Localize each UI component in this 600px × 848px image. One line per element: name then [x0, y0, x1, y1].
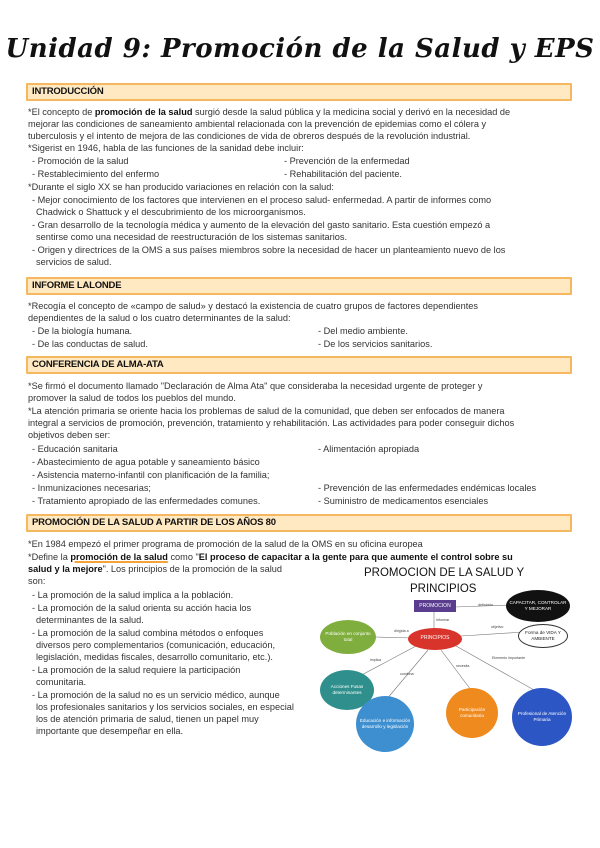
- list-item-continuation: determinantes de la salud.: [36, 615, 144, 625]
- diagram-node-forma-vida: Forma de VIDA Y AMBIENTE: [518, 624, 568, 648]
- diagram-node-capacitar: CAPACITAR, CONTROLAR Y MEJORAR: [506, 590, 570, 622]
- list-item: - De los servicios sanitarios.: [318, 339, 433, 349]
- almaata-paragraph-2-line2: integral a servicios de promoción, prevención, tratamiento y rehabilitación. Las actividades para poder conseguir dichos: [28, 418, 515, 428]
- list-item-continuation: importante que desempeñar en ella.: [36, 726, 184, 736]
- promo-paragraph-2: *Define la promoción de la salud como "El proceso de capacitar a la gente para que aumente el control sobre su: [28, 552, 513, 562]
- list-item: - Tratamiento apropiado de las enfermedades comunes.: [32, 496, 261, 506]
- list-item: - La promoción de la salud combina métodos o enfoques: [32, 628, 264, 638]
- almaata-paragraph-2: *La atención primaria se oriente hacia los problemas de salud de la comunidad, que deben ser enfocados de manera: [28, 406, 505, 416]
- list-item: - La promoción de la salud no es un servicio médico, aunque: [32, 690, 280, 700]
- list-item: - De la biología humana.: [32, 326, 133, 336]
- list-item: - Rehabilitación del paciente.: [284, 169, 402, 179]
- list-item: - Asistencia materno-infantil con planificación de la familia;: [32, 470, 270, 480]
- edge-label: Informar: [436, 618, 450, 622]
- list-item: - La promoción de la salud requiere la participación: [32, 665, 241, 675]
- list-item-continuation: los profesionales sanitarios y los servicios sociales, en especial: [36, 702, 294, 712]
- almaata-paragraph-1: *Se firmó el documento llamado "Declaración de Alma Ata" que consideraba la necesidad urgente de proteger y: [28, 381, 483, 391]
- list-item: - Promoción de la salud: [32, 156, 129, 166]
- section-heading-alma-ata: CONFERENCIA DE ALMA-ATA: [26, 356, 572, 374]
- list-item-continuation: los de atención primaria de salud, tienen un papel muy: [36, 714, 259, 724]
- page-title: Unidad 9: Promoción de la Salud y EPS: [5, 34, 595, 64]
- lalonde-paragraph-line1: *Recogía el concepto de «campo de salud» y destacó la existencia de cuatro grupos de factores dependientes: [28, 301, 478, 311]
- promo-paragraph-2-line3: son:: [28, 576, 46, 586]
- intro-paragraph-3: *Durante el siglo XX se han producido variaciones en relación con la salud:: [28, 182, 334, 192]
- list-item-continuation: sentirse como una necesidad de reestructuración de los sistemas sanitarios.: [36, 232, 348, 242]
- edge-label: combina: [400, 672, 414, 676]
- edge-label: dirigida a: [394, 629, 409, 633]
- almaata-paragraph-1-line2: promover la salud de todos los pueblos del mundo.: [28, 393, 236, 403]
- list-item-continuation: servicios de salud.: [36, 257, 112, 267]
- list-item-continuation: comunitaria.: [36, 677, 87, 687]
- list-item: - La promoción de la salud implica a la población.: [32, 590, 234, 600]
- edge-label: definición: [478, 603, 494, 607]
- list-item-continuation: diversos pero complementarios (comunicación, educación,: [36, 640, 275, 650]
- intro-paragraph-1-line2: mejorar las condiciones de saneamiento ambiental relacionada con la prevención de epidemias como el cólera y: [28, 119, 487, 129]
- list-item-continuation: Chadwick o Shattuck y el descubrimiento de los microorganismos.: [36, 207, 306, 217]
- list-item: - Educación sanitaria: [32, 444, 118, 454]
- list-item: - De las conductas de salud.: [32, 339, 148, 349]
- diagram-node-acciones: Acciones Fusas determinantes: [320, 670, 374, 710]
- intro-paragraph-1-line3: tuberculosis y el intento de mejora de las condiciones de vida de obreros después de la revolución industrial.: [28, 131, 471, 141]
- diagram-node-poblacion: Población en conjunto total: [320, 620, 376, 654]
- section-heading-introduccion: INTRODUCCIÓN: [26, 83, 572, 101]
- list-item: - Inmunizaciones necesarias;: [32, 483, 151, 493]
- edge-label: Elemento importante: [492, 656, 526, 660]
- list-item: - Restablecimiento del enfermo: [32, 169, 160, 179]
- concept-map-diagram: [316, 560, 586, 785]
- section-heading-promocion-80: PROMOCIÓN DE LA SALUD A PARTIR DE LOS AÑOS 80: [26, 514, 572, 532]
- diagram-node-profesional: Profesional de Atención Primaria: [512, 688, 572, 746]
- list-item: - La promoción de la salud orienta su acción hacia los: [32, 603, 252, 613]
- edge-label: objetivo: [491, 625, 504, 629]
- list-item: - Mejor conocimiento de los factores que intervienen en el proceso salud- enfermedad. A partir de informes como: [32, 195, 492, 205]
- list-item: - Del medio ambiente.: [318, 326, 408, 336]
- diagram-node-educacion: Educación e información desarrollo y legislación: [356, 696, 414, 752]
- list-item: - Gran desarrollo de la tecnología médica y aumento de la elevación del gasto sanitario. Esta cuestión empezó a: [32, 220, 491, 230]
- list-item-continuation: legislación, medidas fiscales, desarrollo comunitario, etc.).: [36, 652, 273, 662]
- lalonde-paragraph-line2: dependientes de la salud o los cuatro determinantes de la salud:: [28, 313, 291, 323]
- list-item: - Suministro de medicamentos esenciales: [318, 496, 489, 506]
- list-item: - Origen y directrices de la OMS a sus países miembros sobre la necesidad de hacer un planteamiento nuevo de los: [32, 245, 506, 255]
- section-heading-lalonde: INFORME LALONDE: [26, 277, 572, 295]
- diagram-node-promocion: PROMOCION: [414, 600, 456, 612]
- diagram-subtitle: PRINCIPIOS: [410, 583, 477, 595]
- list-item: - Abastecimiento de agua potable y saneamiento básico: [32, 457, 260, 467]
- edge-label: necesita: [456, 664, 470, 668]
- list-item: - Prevención de la enfermedad: [284, 156, 410, 166]
- intro-paragraph-1: *El concepto de promoción de la salud surgió desde la salud pública y la medicina social y derivó en la necesidad de: [28, 107, 511, 117]
- intro-paragraph-2: *Sigerist en 1946, habla de las funciones de la sanidad debe incluir:: [28, 143, 304, 153]
- edge-label: implica: [370, 658, 382, 662]
- list-item: - Alimentación apropiada: [318, 444, 420, 454]
- almaata-paragraph-2-line3: objetivos deben ser:: [28, 430, 111, 440]
- diagram-node-participacion: Participación comunitaria: [446, 688, 498, 738]
- diagram-title: PROMOCION DE LA SALUD Y: [364, 567, 525, 579]
- promo-paragraph-1: *En 1984 empezó el primer programa de promoción de la salud de la OMS en su oficina europea: [28, 539, 423, 549]
- diagram-node-principios: PRINCIPIOS: [408, 628, 462, 650]
- list-item: - Prevención de las enfermedades endémicas locales: [318, 483, 537, 493]
- promo-paragraph-2-line2: salud y la mejore". Los principios de la promoción de la salud: [28, 564, 283, 574]
